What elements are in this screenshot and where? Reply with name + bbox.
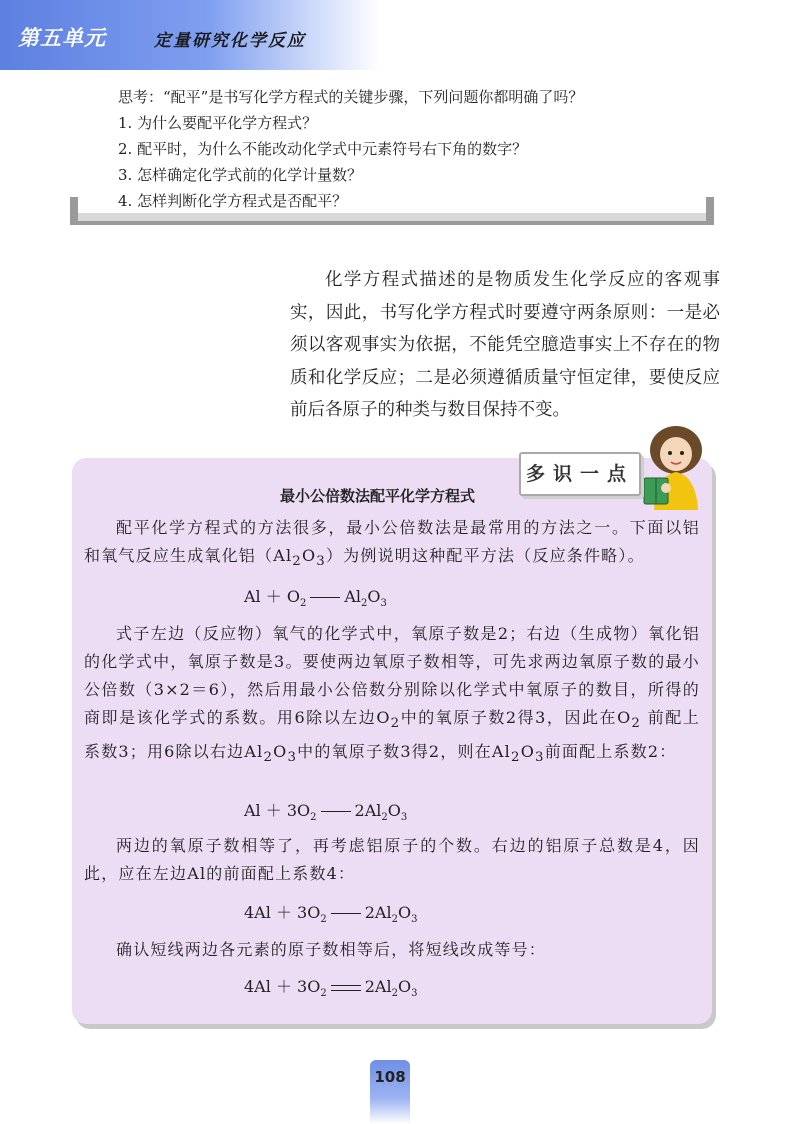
think-item-1: 1. 为什么要配平化学方程式？ <box>118 114 318 132</box>
page-number: 108 <box>374 1068 406 1086</box>
box-paragraph-3: 两边的氧原子数相等了，再考虑铝原子的个数。右边的铝原子总数是4，因此，应在左边Al的前面配上系数4： <box>84 836 700 883</box>
equation-2: $Al + 3O_2$ $2Al_2O_3$ <box>244 801 408 824</box>
equation-4: $4Al + 3O_2$ $2Al_2O_3$ <box>244 977 418 1000</box>
girl-reading-icon <box>636 420 716 510</box>
equation-3: $4Al + 3O_2$ $2Al_2O_3$ <box>244 903 418 926</box>
box-paragraph-1: 配平化学方程式的方法很多，最小公倍数法是最常用的方法之一。下面以铝和氧气反应生成氧化铝$(Al_2O_3)$为例说明这种配平方法（反应条件略）。 <box>84 518 700 570</box>
think-box <box>118 84 678 214</box>
think-bracket <box>70 197 714 227</box>
chapter-title: 定量研究化学反应 <box>154 31 306 51</box>
extra-knowledge-tag: 多识一点 <box>519 452 641 496</box>
principle-paragraph: 化学方程式描述的是物质发生化学反应的客观事实，因此，书写化学方程式时要遵守两条原则：一是必须以客观事实为依据，不能凭空臆造事实上不存在的物质和化学反应；二是必须遵循质量守恒定律，要使反应前后各原子的种类与数目保持不变。 <box>290 270 720 421</box>
box-paragraph-2: 式子左边（反应物）氧气的化学式中，氧原子数是2；右边（生成物）氧化铝的化学式中，氧原子数是3。要使两边氧原子数相等，可先求两边氧原子数的最小公倍数（3×2＝6），然后用最小公倍数分别除以化学式中氧原子的数目，所得的商即是该化学式的系数。用6除以左边$O_2$中的氧原子数2得3，因此在$O_2$ 前配上系数3；用6除以右边$Al_2O_3$中的氧原子数3得2，则在$Al_2O_3$前面配上系数2： <box>84 624 700 766</box>
think-item-2: 2. 配平时，为什么不能改动化学式中元素符号右下角的数字？ <box>118 140 528 158</box>
unit-label: 第五单元 <box>18 26 106 50</box>
equation-1: $Al + O_2$ $Al_2O_3$ <box>244 587 387 610</box>
box-paragraph-4: 确认短线两边各元素的原子数相等后，将短线改成等号： <box>116 940 547 959</box>
box-title: 最小公倍数法配平化学方程式 <box>280 487 476 505</box>
chapter-header <box>0 0 380 70</box>
think-question: 思考：“配平”是书写化学方程式的关键步骤，下列问题你都明确了吗？ <box>118 88 584 106</box>
think-item-4: 4. 怎样判断化学方程式是否配平？ <box>118 192 348 210</box>
think-item-3: 3. 怎样确定化学式前的化学计量数？ <box>118 166 363 184</box>
